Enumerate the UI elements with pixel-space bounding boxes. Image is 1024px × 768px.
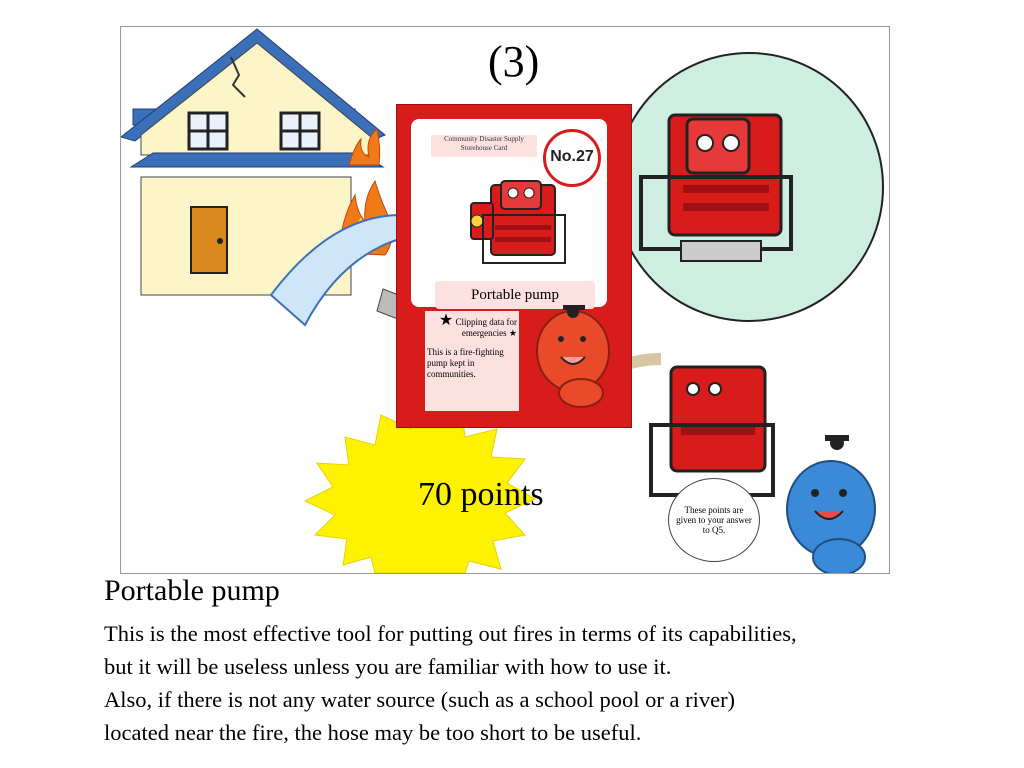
red-mascot-icon [525, 301, 625, 411]
disaster-supply-card [396, 104, 632, 428]
section-body [104, 617, 1004, 749]
points-label: 70 points [418, 476, 544, 513]
blue-mascot [787, 435, 875, 573]
speech-bubble: These points are given to your answer to Q5. [668, 478, 760, 562]
card-description: This is a fire-fighting pump kept in communities. [427, 347, 504, 379]
panel-number: (3) [488, 37, 540, 86]
card-title: Portable pump [435, 281, 595, 309]
body-line: but it will be useless unless you are familiar with how to use it. [104, 654, 672, 679]
card-note: ★ Clipping data for emergencies ★ This is a fire-fighting pump kept in communities. [425, 311, 519, 411]
card-image-area [411, 119, 607, 307]
section-title: Portable pump [104, 574, 280, 607]
star-icon: ★ [438, 312, 454, 329]
body-line: located near the fire, the hose may be too short to be useful. [104, 720, 642, 745]
card-header: Community Disaster Supply Storehouse Card [431, 135, 537, 157]
pump-icon [461, 173, 571, 273]
body-line: Also, if there is not any water source (such as a school pool or a river) [104, 687, 736, 712]
card-number-badge: No.27 [543, 129, 601, 187]
card-clip-label: Clipping data for emergencies [455, 317, 517, 338]
body-line: This is the most effective tool for putting out fires in terms of its capabilities, [104, 621, 797, 646]
